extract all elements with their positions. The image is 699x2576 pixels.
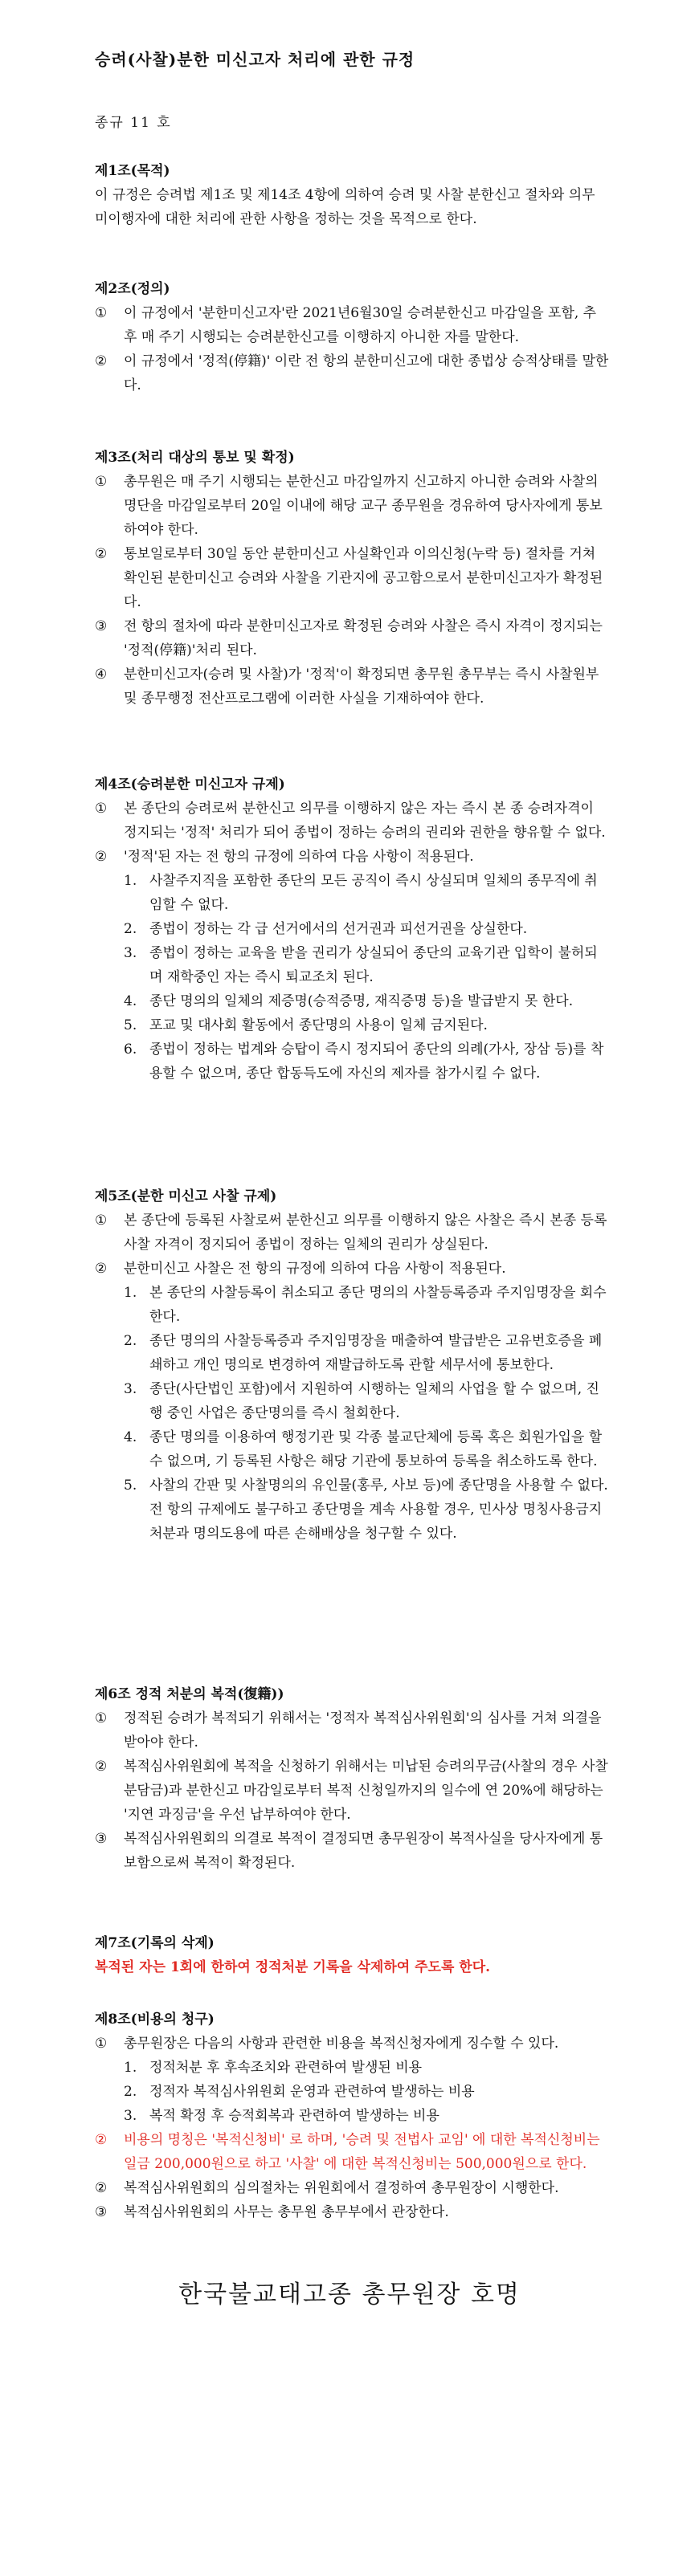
subclause-text: 사찰의 간판 및 사찰명의의 유인물(홍루, 사보 등)에 종단명을 사용할 수 없다. <box>149 1478 608 1494</box>
clause <box>95 542 609 614</box>
subclause-mark: 5. <box>124 1017 137 1033</box>
subclause-text: 종단 명의의 사찰등록증과 주지임명장을 매출하여 발급받은 고유번호증을 폐쇄하고 개인 명의로 변경하여 재발급하도록 관할 세무서에 통보한다. <box>149 1333 603 1373</box>
clause-text: 분한미신고 사찰은 전 항의 규정에 의하여 다음 사항이 적용된다. <box>124 1261 506 1277</box>
clause-mark: ② <box>95 2132 108 2148</box>
clause <box>95 1209 609 1257</box>
subclause-mark: 3. <box>124 1381 137 1397</box>
article-1 <box>95 159 609 231</box>
clause-mark: ① <box>95 1213 108 1229</box>
clause <box>95 1706 609 1755</box>
clause-mark: ① <box>95 801 108 817</box>
subclause-text: 포교 및 대사회 활동에서 종단명의 사용이 일체 금지된다. <box>149 1017 488 1033</box>
subclause <box>95 917 609 941</box>
article-body: 복적된 자는 1회에 한하여 정적처분 기록을 삭제하여 주도록 한다. <box>95 1959 491 1975</box>
article-heading: 제4조(승려분한 미신고자 규제) <box>95 776 285 793</box>
article-heading: 제7조(기록의 삭제) <box>95 1935 215 1951</box>
clause-text: 분한미신고자(승려 및 사찰)가 '정적'이 확정되면 총무원 총무부는 즉시 사찰원부 및 종무행정 전산프로그램에 이러한 사실을 기재하여야 한다. <box>124 666 599 707</box>
clause-mark: ② <box>95 1261 108 1277</box>
subclause <box>95 2056 609 2080</box>
clause-text: 통보일로부터 30일 동안 분한미신고 사실확인과 이의신청(누락 등) 절차를 거쳐 확인된 분한미신고 승려와 사찰을 기관지에 공고함으로서 분한미신고자가 확정된다. <box>124 546 603 610</box>
subclause-mark: 1. <box>124 873 137 889</box>
closing-text: 전 항의 규제에도 불구하고 종단명을 계속 사용할 경우, 민사상 명칭사용금지처분과 명의도용에 따른 손해배상을 청구할 수 있다. <box>149 1502 603 1542</box>
clause-mark: ② <box>95 353 108 369</box>
article-heading: 제6조 정적 처분의 복적(復籍)) <box>95 1686 284 1702</box>
subclause <box>95 2080 609 2104</box>
subclause <box>95 1037 609 1086</box>
subclause-text: 종법이 정하는 각 급 선거에서의 선거권과 피선거권을 상실한다. <box>149 921 528 937</box>
subclause-text: 정적자 복적심사위원회 운영과 관련하여 발생하는 비용 <box>149 2084 475 2100</box>
subclause <box>95 989 609 1013</box>
clause-mark: ② <box>95 546 108 562</box>
clause <box>95 662 609 711</box>
subclause-text: 본 종단의 사찰등록이 취소되고 종단 명의의 사찰등록증과 주지임명장을 회수한다. <box>149 1285 607 1325</box>
issuer-signature: 한국불교태고종 총무원장 호명 <box>178 2280 521 2309</box>
clause-text: 복적심사위원회의 심의절차는 위원회에서 결정하여 총무원장이 시행한다. <box>124 2180 559 2196</box>
article-7 <box>95 1931 609 1979</box>
clause-text: 총무원장은 다음의 사항과 관련한 비용을 복적신청자에게 징수할 수 있다. <box>124 2036 559 2052</box>
subclause-mark: 3. <box>124 945 137 961</box>
article-heading: 제1조(목적) <box>95 163 170 179</box>
subclause-mark: 5. <box>124 1478 137 1494</box>
article-6 <box>95 1682 609 1875</box>
article-body: 이 규정은 승려법 제1조 및 제14조 4항에 의하여 승려 및 사찰 분한신고 절차와 의무 미이행자에 대한 처리에 관한 사항을 정하는 것을 목적으로 한다. <box>95 187 595 227</box>
subclause-text: 종법이 정하는 법계와 승탑이 즉시 정지되어 종단의 의례(가사, 장삼 등)를 착용할 수 없으며, 종단 합동득도에 자신의 제자를 참가시킬 수 없다. <box>149 1041 604 1082</box>
clause-mark: ② <box>95 849 108 865</box>
subclause-text: 종단 명의의 일체의 제증명(승적증명, 재직증명 등)을 발급받지 못 한다. <box>149 993 574 1009</box>
document-title: 승려(사찰)분한 미신고자 처리에 관한 규정 <box>95 50 415 69</box>
clause <box>95 2200 609 2224</box>
article-5 <box>95 1184 609 1546</box>
subclause-mark: 4. <box>124 993 137 1009</box>
clause-mark: ① <box>95 305 108 321</box>
article-2 <box>95 277 609 397</box>
subclause <box>95 941 609 989</box>
subclause-mark: 1. <box>124 2060 137 2076</box>
clause <box>95 301 609 349</box>
article-heading: 제2조(정의) <box>95 281 170 297</box>
subclause-mark: 2. <box>124 921 137 937</box>
clause <box>95 797 609 845</box>
clause-mark: ④ <box>95 666 108 683</box>
clause-text: 전 항의 절차에 따라 분한미신고자로 확정된 승려와 사찰은 즉시 자격이 정지되는 '정적(停籍)'처리 된다. <box>124 618 603 658</box>
clause-mark: ② <box>95 2180 108 2196</box>
subclause-mark: 2. <box>124 2084 137 2100</box>
clause <box>95 349 609 397</box>
subclause <box>95 1473 609 1498</box>
clause-text: 이 규정에서 '정적(停籍)' 이란 전 항의 분한미신고에 대한 종법상 승적상태를 말한다. <box>124 353 609 393</box>
subclause-mark: 2. <box>124 1333 137 1349</box>
clause-mark: ① <box>95 474 108 490</box>
clause-text: 정적된 승려가 복적되기 위해서는 '정적자 복적심사위원회'의 심사를 거쳐 의결을 받아야 한다. <box>124 1710 602 1751</box>
subclause <box>95 2104 609 2128</box>
subclause <box>95 1013 609 1037</box>
clause-mark: ③ <box>95 618 108 634</box>
clause-text: 복적심사위원회의 의결로 복적이 결정되면 총무원장이 복적사실을 당사자에게 통보함으로써 복적이 확정된다. <box>124 1831 603 1871</box>
clause-text: 비용의 명칭은 '복적신청비' 로 하며, '승려 및 전법사 교임' 에 대한 복적신청비는 일금 200,000원으로 하고 '사찰' 에 대한 복적신청비는 500,000원으로 한다. <box>124 2132 600 2172</box>
clause-mark: ② <box>95 1759 108 1775</box>
article-heading: 제3조(처리 대상의 통보 및 확정) <box>95 450 295 466</box>
clause-mark: ③ <box>95 1831 108 1847</box>
clause-mark: ① <box>95 1710 108 1726</box>
clause <box>95 1827 609 1875</box>
clause <box>95 1257 609 1281</box>
subclause <box>95 869 609 917</box>
clause <box>95 614 609 662</box>
clause-text: 복적심사위원회에 복적을 신청하기 위해서는 미납된 승려의무금(사찰의 경우 사찰분담금)과 분한신고 마감일로부터 복적 신청일까지의 일수에 연 20%에 해당하는 '지연 과징금'을 우선 납부하여야 한다. <box>124 1759 608 1823</box>
clause <box>95 2032 609 2056</box>
clause-text: 총무원은 매 주기 시행되는 분한신고 마감일까지 신고하지 아니한 승려와 사찰의 명단을 마감일로부터 20일 이내에 해당 교구 종무원을 경유하여 당사자에게 통보하여야 한다. <box>124 474 603 538</box>
subclause <box>95 1425 609 1473</box>
clause-text: '정적'된 자는 전 항의 규정에 의하여 다음 사항이 적용된다. <box>124 849 474 865</box>
subclause-text: 종단(사단법인 포함)에서 지원하여 시행하는 일체의 사업을 할 수 없으며, 진행 중인 사업은 종단명의를 즉시 철회한다. <box>149 1381 599 1421</box>
clause-mark: ③ <box>95 2204 108 2220</box>
article-8 <box>95 2007 609 2224</box>
clause <box>95 845 609 869</box>
subclause-text: 종단 명의를 이용하여 행정기관 및 각종 불교단체에 등록 혹은 회원가입을 할 수 없으며, 기 등록된 사항은 해당 기관에 통보하여 등록을 취소하도록 한다. <box>149 1429 603 1469</box>
subclause <box>95 1377 609 1425</box>
subclause-mark: 6. <box>124 1041 137 1058</box>
rule-number: 종규 11 호 <box>95 115 172 131</box>
subclause-text: 정적처분 후 후속조치와 관련하여 발생된 비용 <box>149 2060 423 2076</box>
clause-mark: ① <box>95 2036 108 2052</box>
clause-text: 본 종단에 등록된 사찰로써 분한신고 의무를 이행하지 않은 사찰은 즉시 본종 등록사찰 자격이 정지되어 종법이 정하는 일체의 권리가 상실된다. <box>124 1213 607 1253</box>
article-4 <box>95 772 609 1086</box>
clause <box>95 1755 609 1827</box>
subclause-text: 복적 확정 후 승적회복과 관련하여 발생하는 비용 <box>149 2108 439 2124</box>
subclause-text: 사찰주지직을 포함한 종단의 모든 공직이 즉시 상실되며 일체의 종무직에 취임할 수 없다. <box>149 873 598 913</box>
subclause-mark: 3. <box>124 2108 137 2124</box>
subclause-mark: 4. <box>124 1429 137 1445</box>
clause-text: 복적심사위원회의 사무는 총무원 총무부에서 관장한다. <box>124 2204 449 2220</box>
clause-highlighted <box>95 2128 609 2176</box>
article-heading: 제5조(분한 미신고 사찰 규제) <box>95 1188 277 1204</box>
clause <box>95 470 609 542</box>
subclause <box>95 1329 609 1377</box>
subclause <box>95 1281 609 1329</box>
clause <box>95 2176 609 2200</box>
clause-text: 이 규정에서 '분한미신고자'란 2021년6월30일 승려분한신고 마감일을 포함, 추후 매 주기 시행되는 승려분한신고를 이행하지 아니한 자를 말한다. <box>124 305 597 345</box>
clause-text: 본 종단의 승려로써 분한신고 의무를 이행하지 않은 자는 즉시 본 종 승려자격이 정지되는 '정적' 처리가 되어 종법이 정하는 승려의 권리와 권한을 향유할 수 없다. <box>124 801 606 841</box>
subclause-text: 종법이 정하는 교육을 받을 권리가 상실되어 종단의 교육기관 입학이 불허되며 재학중인 자는 즉시 퇴교조치 된다. <box>149 945 598 985</box>
article-heading: 제8조(비용의 청구) <box>95 2011 215 2028</box>
article-3 <box>95 446 609 711</box>
subclause-mark: 1. <box>124 1285 137 1301</box>
